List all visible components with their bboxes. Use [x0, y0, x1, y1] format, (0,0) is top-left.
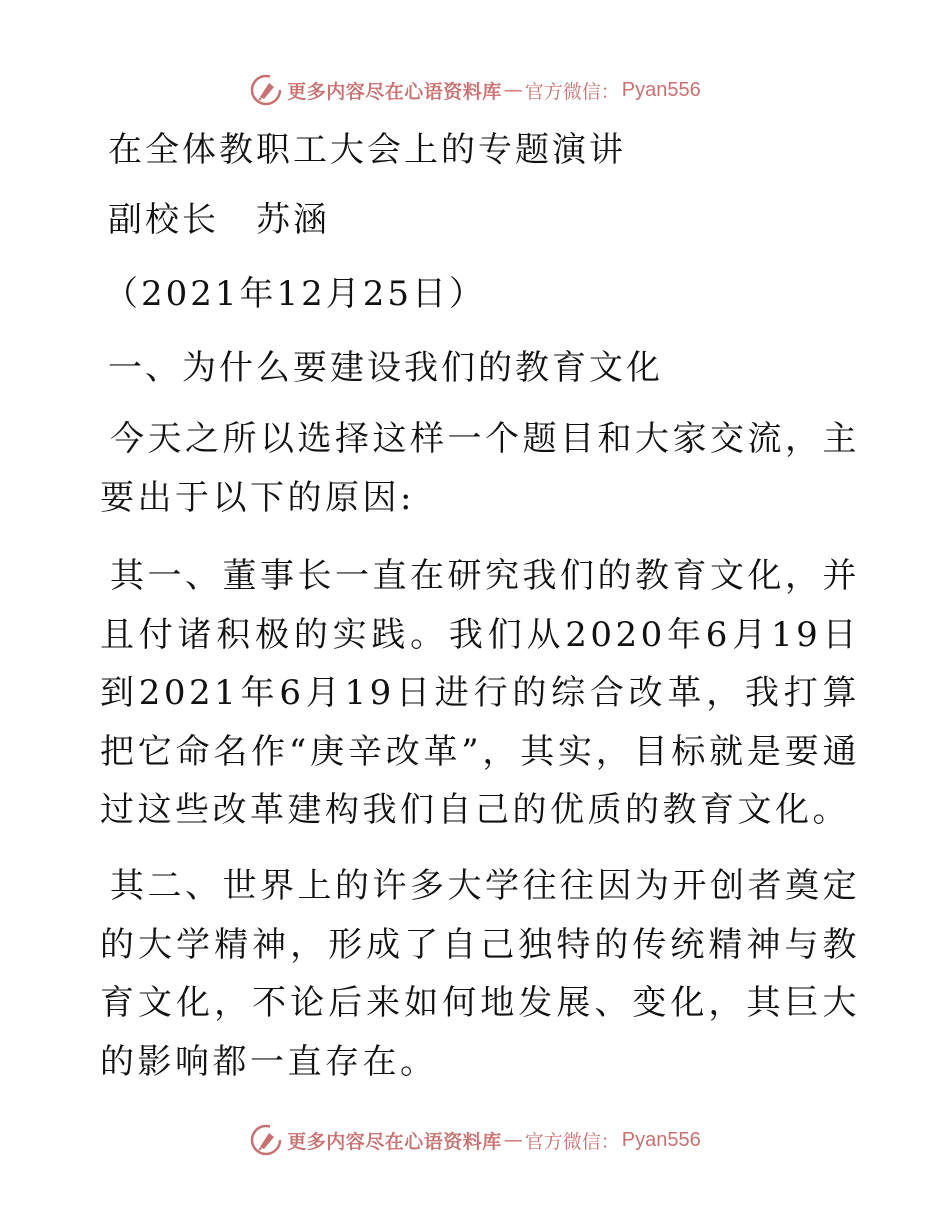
- watermark-wechat-label: 官方微信：: [524, 80, 620, 103]
- section-heading: 一、为什么要建设我们的教育文化: [108, 348, 663, 388]
- watermark-banner-top: [0, 70, 950, 110]
- paragraph-intro: 今天之所以选择这样一个题目和大家交流，主要出于以下的原因:: [100, 419, 860, 518]
- date-line: （2021年12月25日）: [104, 274, 487, 314]
- watermark-separator: —: [503, 79, 523, 101]
- speaker-line: 副校长 苏涵: [108, 200, 330, 240]
- watermark-wechat-id: Pyan556: [621, 1128, 701, 1151]
- watermark-text: 更多内容尽在心语资料库: [287, 1130, 502, 1153]
- document-title: 在全体教职工大会上的专题演讲: [108, 130, 626, 170]
- watermark-separator: —: [503, 1129, 523, 1151]
- pen-nib-icon: [249, 73, 283, 107]
- pen-nib-icon: [249, 1123, 283, 1157]
- watermark-wechat-label: 官方微信：: [524, 1130, 620, 1153]
- paragraph-second-reason: 其二、世界上的许多大学往往因为开创者奠定的大学精神，形成了自己独特的传统精神与教育文化，不论后来如何地发展、变化，其巨大的影响都一直存在。: [100, 866, 860, 1082]
- paragraph-first-reason: 其一、董事长一直在研究我们的教育文化，并且付诸积极的实践。我们从2020年6月19日到2021年6月19日进行的综合改革，我打算把它命名作“庚辛改革”，其实，目标就是要通过这些改革建构我们自己的优质的教育文化。: [100, 556, 860, 830]
- watermark-banner-bottom: [0, 1120, 950, 1160]
- watermark-text: 更多内容尽在心语资料库: [287, 80, 502, 103]
- watermark-wechat-id: Pyan556: [621, 78, 701, 101]
